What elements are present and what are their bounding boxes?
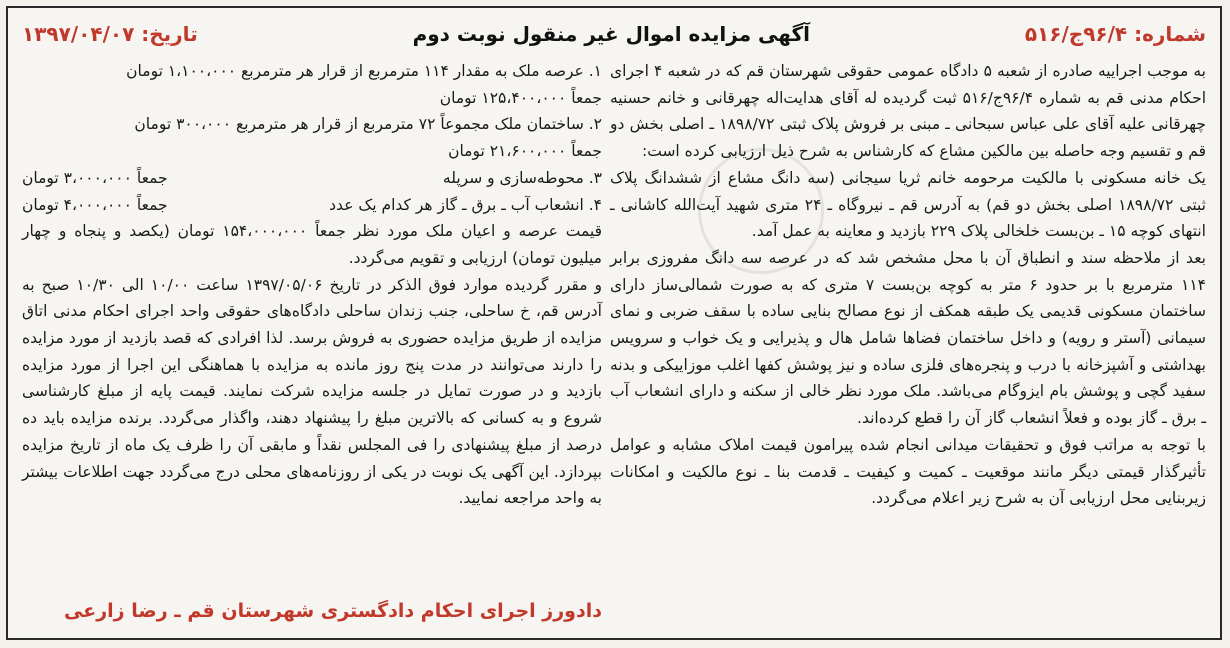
property-paragraph: یک خانه مسکونی با مالکیت مرحومه خانم ثریا سیجانی (سه دانگ مشاع از ششدانگ پلاک ثبتی ۱۸۹۸/۷۲ اصلی بخش دو قم) به آدرس قم ـ نیروگاه ـ ۲۴ متری شهید آیت‌الله کاشانی ـ انتهای کوچه ۱۵ ـ بن‌بست خلخالی پلاک ۲۲۹ بازدید و معاینه به عمل آمد. (610, 168, 1206, 241)
valuation-item-4-sum: جمعاً ۴،۰۰۰،۰۰۰ تومان (22, 195, 168, 214)
valuation-item-1-sum: جمعاً ۱۲۵،۴۰۰،۰۰۰ تومان (439, 88, 602, 107)
auction-details: و مقرر گردیده موارد فوق الذکر در تاریخ ۱۳۹۷/۰۵/۰۶ ساعت ۱۰/۰۰ الی ۱۰/۳۰ صبح به آدرس قم، خ ساحلی، جنب زندان ساحلی دادگاه‌های حقوقی واحد اجرای احکام مدنی اتاق مزایده از طریق مزایده حضوری به فروش برسد. لذا افرادی که قصد بازدید از مورد مزایده را دارند می‌توانند در مدت پنج روز مانده به مزایده با هماهنگی این اجرا از مورد مزایده بازدید و در صورت تمایل در جلسه مزایده شرکت نمایند. قیمت پایه از مبلغ کارشناسی شروع و به کسانی که بالاترین مبلغ را پیشنهاد دهند، واگذار می‌گردد. برنده مزایده باید ده درصد از مبلغ پیشنهادی را فی المجلس نقداً و مابقی آن را ظرف یک ماه از تاریخ مزایده بپردازد. این آگهی یک نوبت در یکی از روزنامه‌های محلی درج می‌گردد جهت اطلاعات بیشتر به واحد مراجعه نمایید. (22, 275, 602, 508)
notice-header (22, 18, 1206, 50)
right-column (610, 58, 1206, 512)
notice-date: تاریخ: ۱۳۹۷/۰۴/۰۷ (22, 22, 198, 46)
valuation-item-3: ۳. محوطه‌سازی و سرپله (442, 168, 602, 187)
left-column (22, 58, 602, 512)
valuation-item-1: ۱. عرصه ملک به مقدار ۱۱۴ مترمربع از قرار هر مترمربع ۱،۱۰۰،۰۰۰ تومان (126, 62, 602, 80)
total-valuation: قیمت عرصه و اعیان ملک مورد نظر جمعاً ۱۵۴،۰۰۰،۰۰۰ تومان (یکصد و پنجاه و چهار میلیون تومان) ارزیابی و تقویم می‌گردد. (22, 222, 602, 267)
description-paragraph: بعد از ملاحظه سند و انطباق آن با محل مشخص شد که در عرصه سه دانگ مفروزی برابر ۱۱۴ مترمربع با بر حدود ۶ متر به کوچه بن‌بست ۷ متری که به صورت شمالی‌ساز دارای ساختمان مسکونی قدیمی یک طبقه همکف از نوع مصالح بنایی ساده با سقف ضربی و نمای سیمانی (آستر و رویه) و داخل ساختمان فضاها شامل هال و پذیرایی و یک خواب و سرویس بهداشتی و آشپزخانه با درب و پنجره‌های فلزی ساده و نیز پوشش کفها اغلب موزاییکی و بدنه سفید گچی و پوشش بام ایزوگام می‌باشد. ملک مورد نظر خالی از سکنه و دارای انشعاب آب ـ برق ـ گاز بوده و فعلاً انشعاب گاز آن را قطع کرده‌اند. (610, 248, 1206, 428)
valuation-item-2-sum: جمعاً ۲۱،۶۰۰،۰۰۰ تومان (448, 142, 602, 161)
valuation-item-4-row (22, 192, 602, 219)
intro-paragraph: به موجب اجراییه صادره از شعبه ۵ دادگاه عمومی حقوقی شهرستان قم که در شعبه ۴ اجرای احکام مدنی قم به شماره ۹۶/۴ج/۵۱۶ ثبت گردیده له آقای هدایت‌اله چهرقانی و خانم حسنیه چهرقانی علیه آقای علی عباس سبحانی ـ مبنی بر فروش پلاک ثبتی ۱۸۹۸/۷۲ ـ اصلی بخش دو قم و تقسیم وجه حاصله بین مالکین مشاع که کارشناس به شرح ذیل ارزیابی کرده است: (610, 62, 1207, 161)
valuation-item-3-sum: جمعاً ۳،۰۰۰،۰۰۰ تومان (22, 168, 168, 187)
valuation-item-3-row (22, 165, 602, 192)
conclusion-paragraph: با توجه به مراتب فوق و تحقیقات میدانی انجام شده پیرامون قیمت املاک مشابه و عوامل تأثیرگذار قیمتی دیگر مانند موقعیت ـ کمیت و کیفیت ـ قدمت بنا ـ نوع مالکیت و امکانات زیربنایی محل ارزیابی آن به شرح زیر اعلام می‌گردد. (610, 435, 1206, 508)
signature: دادورز اجرای احکام دادگستری شهرستان قم ـ رضا زارعی (64, 600, 602, 622)
notice-title: آگهی مزایده اموال غیر منقول نوبت دوم (412, 22, 810, 46)
notice-number: شماره: ۹۶/۴ج/۵۱۶ (1024, 22, 1206, 46)
notice-frame (6, 6, 1222, 640)
valuation-item-4: ۴. انشعاب آب ـ برق ـ گاز هر کدام یک عدد (329, 195, 602, 214)
valuation-item-2: ۲. ساختمان ملک مجموعاً ۷۲ مترمربع از قرار هر مترمربع ۳۰۰،۰۰۰ تومان (134, 115, 602, 134)
